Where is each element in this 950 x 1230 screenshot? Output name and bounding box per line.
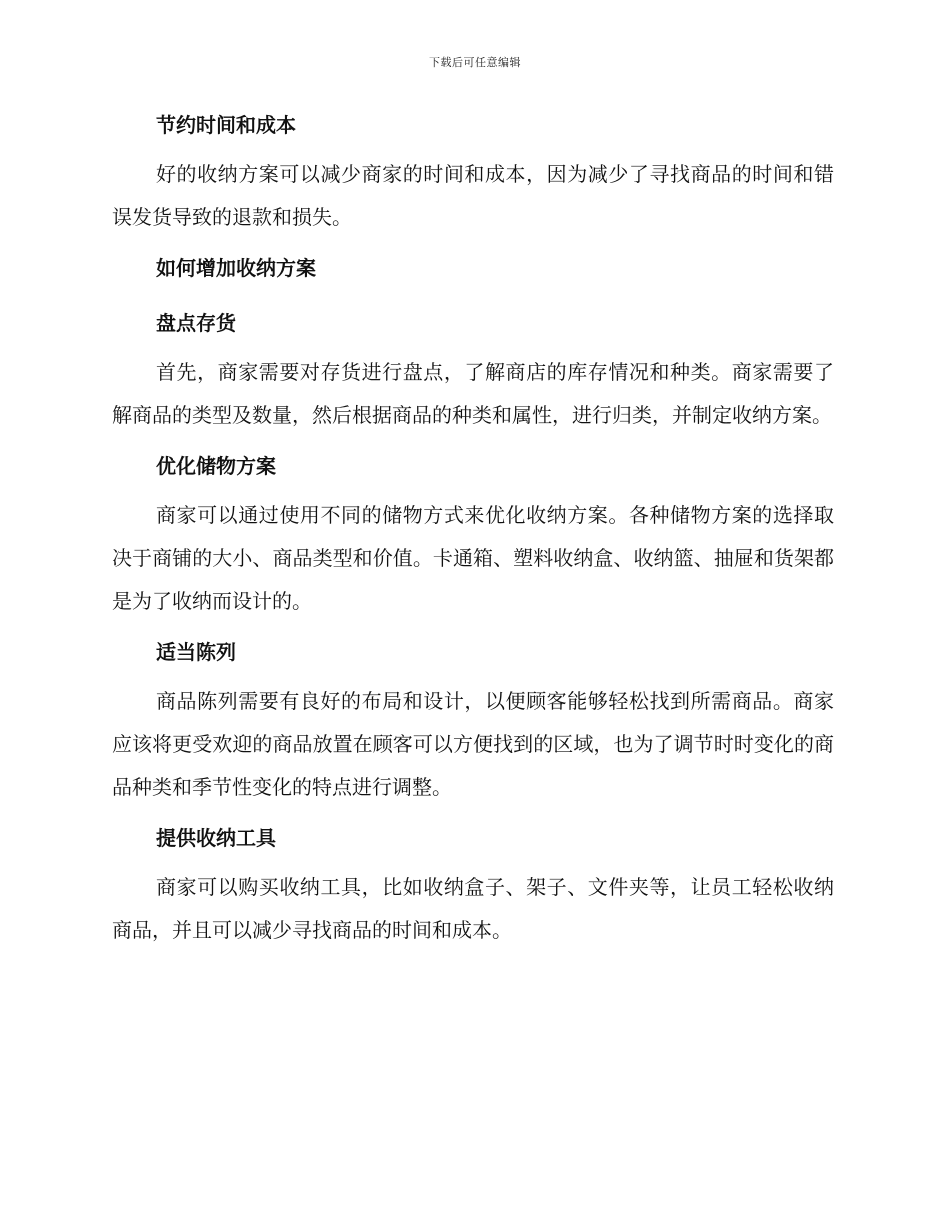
document-body <box>112 110 834 952</box>
header-note: 下载后可任意编辑 <box>429 56 521 69</box>
section-heading-how-to-add: 如何增加收纳方案 <box>156 256 316 280</box>
section-heading-save-time: 节约时间和成本 <box>156 113 296 137</box>
section-heading-tools: 提供收纳工具 <box>156 826 276 850</box>
paragraph-inventory: 首先，商家需要对存货进行盘点，了解商店的库存情况和种类。商家需要了解商品的类型及数量，然后根据商品的种类和属性，进行归类，并制定收纳方案。 <box>112 360 834 427</box>
section-heading-inventory: 盘点存货 <box>156 311 236 335</box>
section-heading-display: 适当陈列 <box>156 640 236 664</box>
paragraph-optimize-storage: 商家可以通过使用不同的储物方式来优化收纳方案。各种储物方案的选择取决于商铺的大小、商品类型和价值。卡通箱、塑料收纳盒、收纳篮、抽屉和货架都是为了收纳而设计的。 <box>112 503 834 613</box>
paragraph-tools: 商家可以购买收纳工具，比如收纳盒子、架子、文件夹等，让员工轻松收纳商品，并且可以减少寻找商品的时间和成本。 <box>112 875 834 942</box>
paragraph-save-time: 好的收纳方案可以减少商家的时间和成本，因为减少了寻找商品的时间和错误发货导致的退款和损失。 <box>112 162 834 229</box>
paragraph-display: 商品陈列需要有良好的布局和设计，以便顾客能够轻松找到所需商品。商家应该将更受欢迎的商品放置在顾客可以方便找到的区域，也为了调节时时变化的商品种类和季节性变化的特点进行调整。 <box>112 689 834 799</box>
section-heading-optimize-storage: 优化储物方案 <box>156 454 276 478</box>
